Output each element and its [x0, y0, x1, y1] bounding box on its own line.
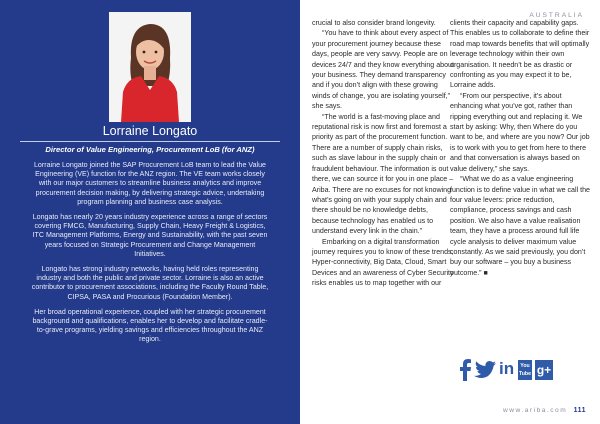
- page-number: 111: [573, 407, 586, 414]
- article-column-1: [312, 18, 454, 289]
- youtube-icon-label: You: [520, 363, 530, 369]
- linkedin-icon[interactable]: in: [499, 359, 515, 378]
- article-paragraph: crucial to also consider brand longevity.: [312, 19, 436, 27]
- bio-paragraph: Lorraine Longato joined the SAP Procurement LoB team to lead the Value Engineering (VE) function for the ANZ region. The VE team works closely with our major customers to streamline business analytics and improve procurement decision making, by delivering strategic advice, undertaking program planning and business case analysis.: [33, 161, 266, 206]
- article-paragraph: clients their capacity and capability gaps. This enables us to collaborate to define their road map towards benefits that will optimally leverage technology within their own organisation. It needn’t be as drastic or confronting as you may expect it to be, Lorraine adds.: [450, 19, 590, 90]
- youtube-icon[interactable]: [518, 360, 532, 380]
- profile-bio: [30, 161, 270, 351]
- region-label: AUSTRALIA: [529, 12, 584, 19]
- article-paragraph: “From our perspective, it’s about enhancing what you’ve got, rather than ripping everything out and replacing it. We start by asking: Why, then Where do you want to be, and where are you now? Our job is to work with you to get from here to there and that conversation is always based on value delivery,” she says.: [450, 91, 590, 173]
- twitter-icon[interactable]: [474, 361, 496, 379]
- divider: [20, 141, 280, 142]
- article-paragraph: “The world is a fast-moving place and reputational risk is now first and foremost a priority as part of the procurement function. There are a number of supply chain risks, such as slave labour in the supply chain or fraudulent behaviour. The information is out there, we can source it for you in one place – Ariba. There are no excuses for not knowing what’s going on with your supply chain and there should be no knowledge debts, because technology has enabled us to understand every link in the chain.”: [312, 112, 454, 236]
- social-icons: [458, 359, 558, 383]
- profile-title: Director of Value Engineering, Procurement LoB (for ANZ): [45, 145, 255, 154]
- bio-paragraph: Longato has strong industry networks, having held roles representing industry and both the public and private sector. Lorraine is also an active contributor to procurement associations, including the Faculty Round Table, CIPSA, PASA and Procurious (Foundation Member).: [31, 265, 269, 301]
- page-footer: [503, 407, 586, 414]
- article-paragraph: Embarking on a digital transformation journey requires you to know of these trends, Hyper-connectivity, Big Data, Cloud, Smart Devices and an awareness of Cyber Security risks enables us to map together with our: [312, 237, 454, 288]
- youtube-icon-label: Tube: [518, 371, 531, 377]
- google-plus-icon[interactable]: g+: [535, 360, 553, 380]
- bio-paragraph: Longato has nearly 20 years industry experience across a range of sectors covering FMCG, Manufacturing, Supply Chain, Heavy Freight & Logistics, ITC Management Platforms, Energy and Sustainability, with the past seven years focused on Strategic Procurement and Change Management Initiatives.: [32, 213, 268, 258]
- bio-paragraph: Her broad operational experience, coupled with her strategic procurement background and qualifications, enables her to develop and facilitate cradle-to-grave programs, yielding savings and efficiencies throughout the ANZ region.: [32, 307, 268, 344]
- article-paragraph: “What we do as a value engineering function is to define value in what we call the four value levers: price reduction, compliance, process savings and cash position. We also have a value realisation team, they have a process around full life cycle analysis to deliver maximum value constantly. As we said previously, you don’t buy our software – you buy a business outcome.” ■: [450, 175, 590, 277]
- footer-url[interactable]: www.ariba.com: [503, 407, 568, 414]
- facebook-icon[interactable]: [458, 359, 474, 381]
- article-column-2: [450, 18, 592, 278]
- article-paragraph: “You have to think about every aspect of your procurement journey because these days, people are very savvy. People are on devices 24/7 and they know everything about your business. They demand transparency and if you don’t align with these growing winds of change, you are isolating yourself,” she says.: [312, 29, 454, 111]
- profile-name: Lorraine Longato: [102, 124, 198, 138]
- portrait-photo: [109, 12, 191, 122]
